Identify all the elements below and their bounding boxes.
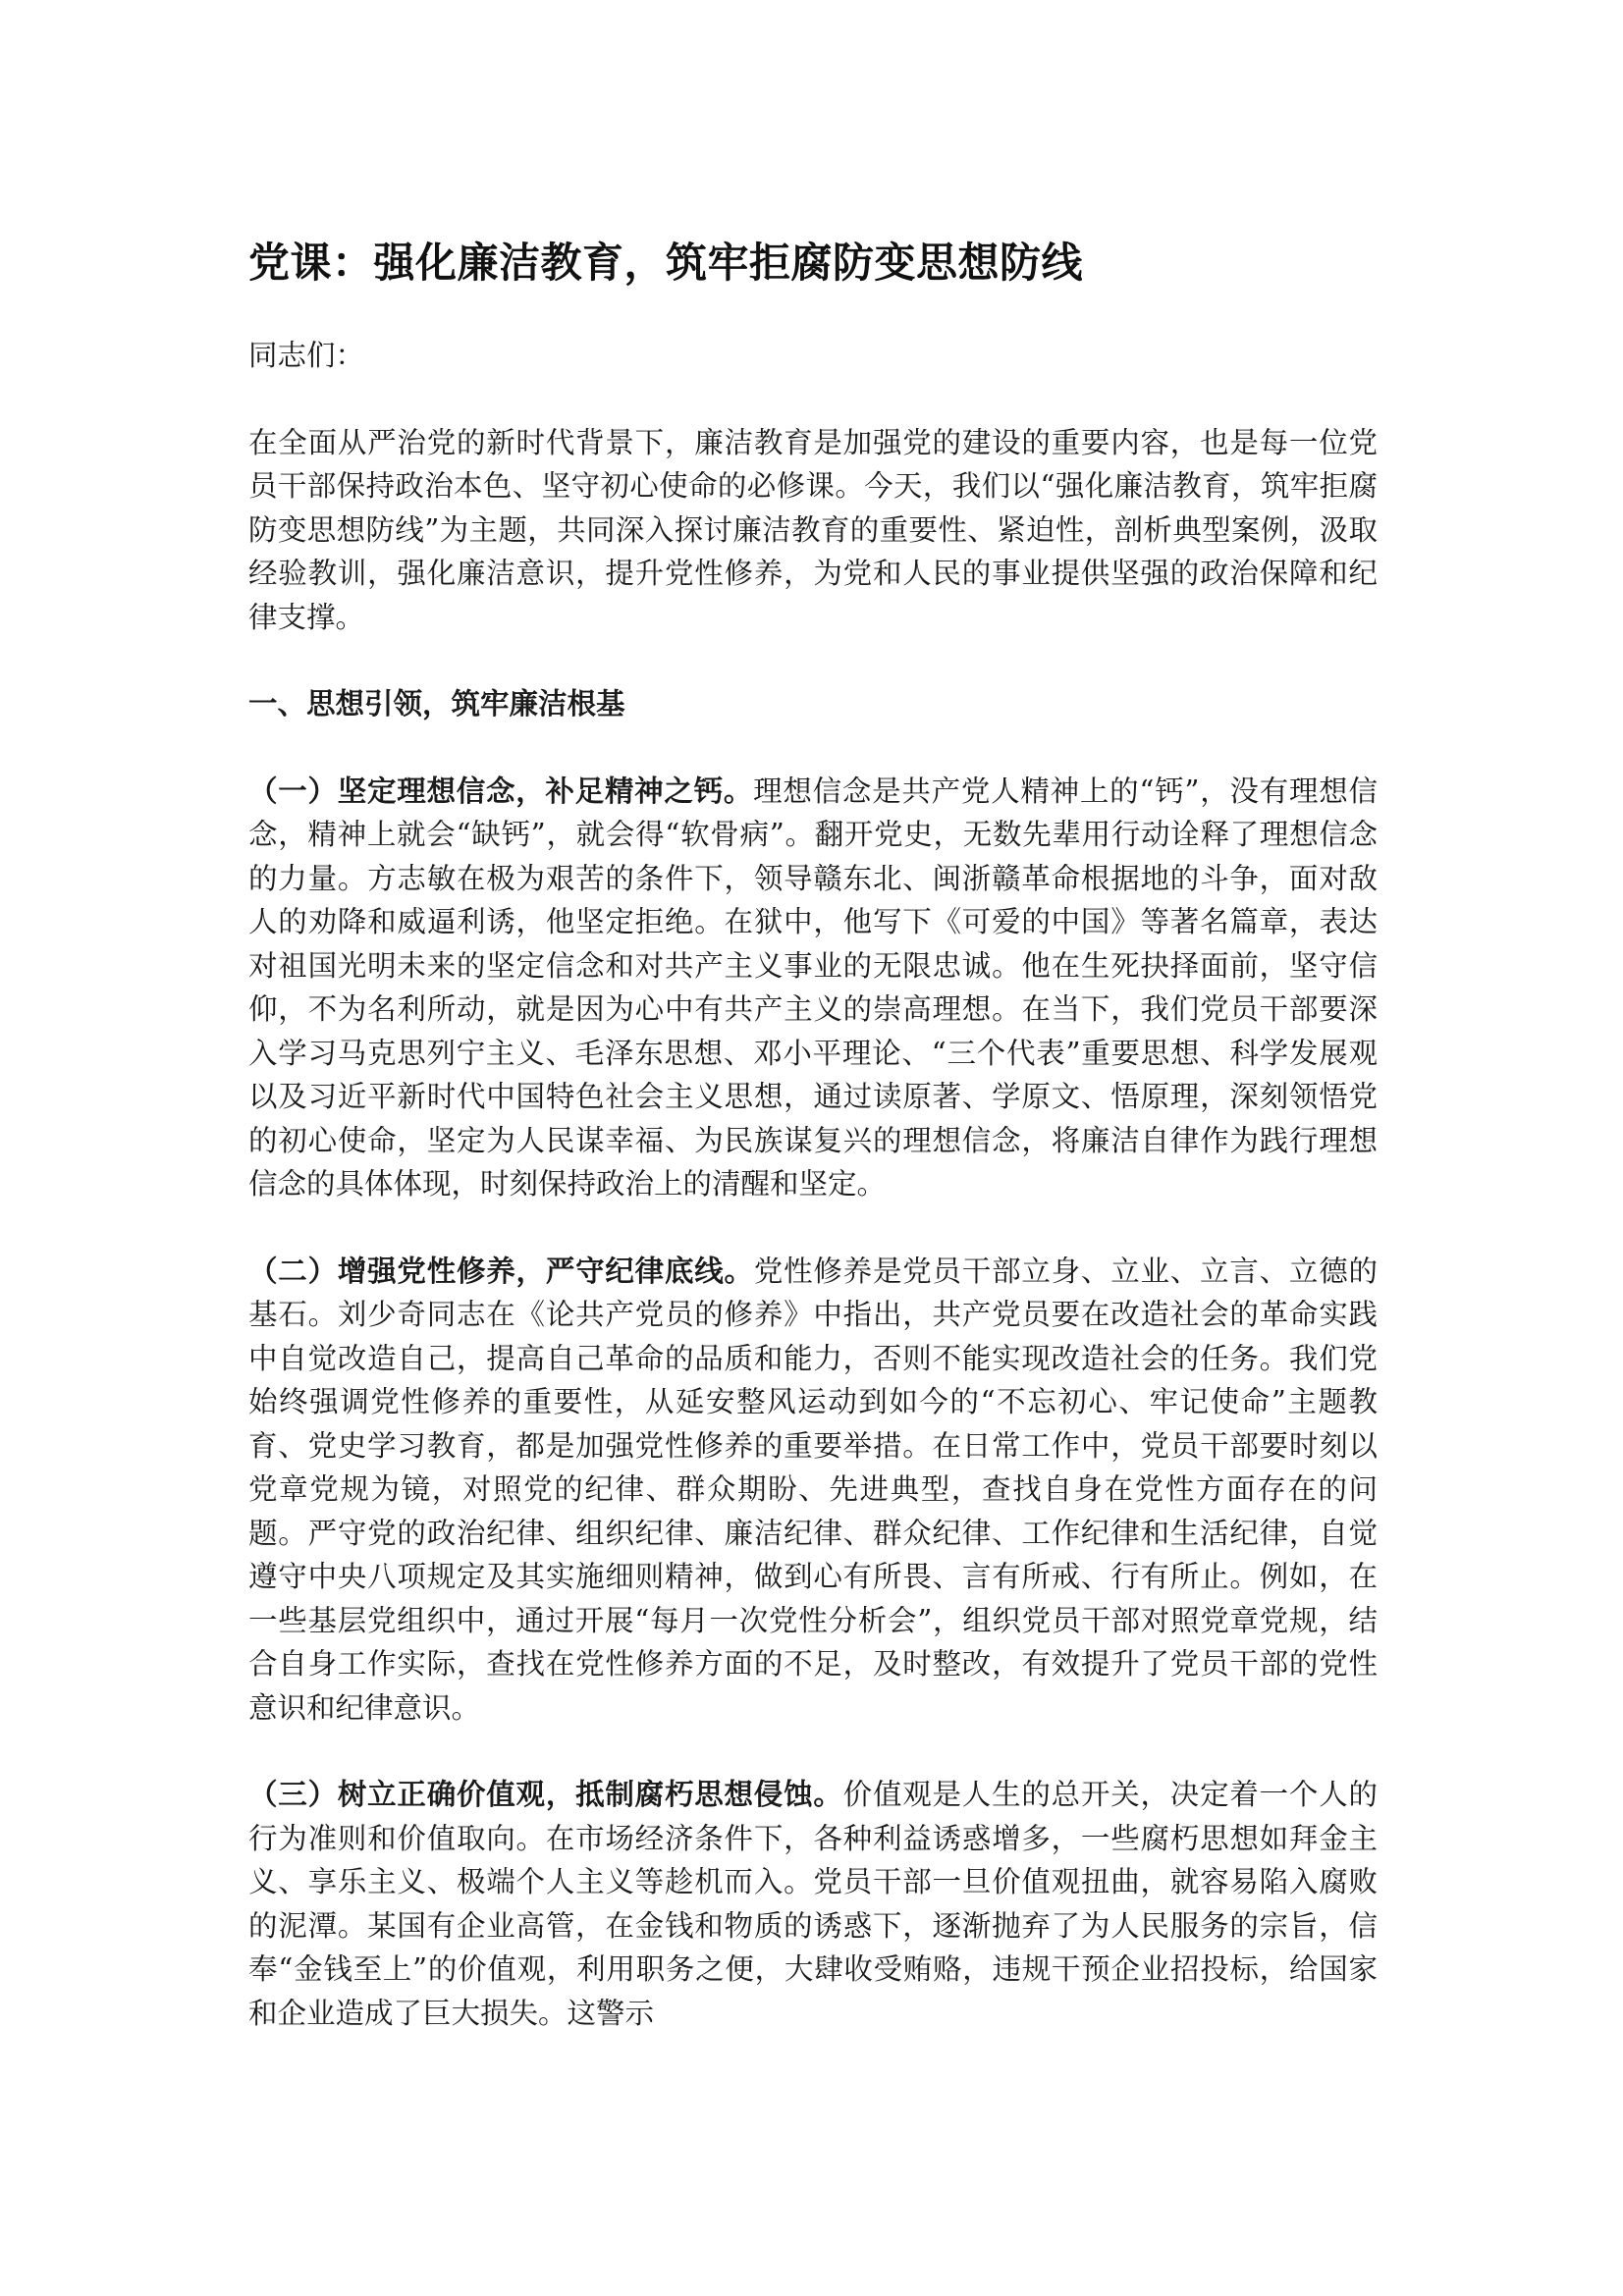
document-title: 党课：强化廉洁教育，筑牢拒腐防变思想防线 bbox=[248, 239, 1084, 287]
item-paragraph-1 bbox=[248, 770, 1378, 1206]
section-heading: 一、思想引领，筑牢廉洁根基 bbox=[248, 687, 625, 721]
greeting: 同志们： bbox=[248, 339, 365, 372]
document-page bbox=[248, 236, 1378, 2078]
item-lead: （一）坚定理想信念，补足精神之钙。 bbox=[248, 774, 754, 808]
item-paragraph-2 bbox=[248, 1250, 1378, 1731]
item-body: 理想信念是共产党人精神上的“钙”，没有理想信念，精神上就会“缺钙”，就会得“软骨病”。翻开党史，无数先辈用行动诠释了理想信念的力量。方志敏在极为艰苦的条件下，领导赣东北、闽浙赣革命根据地的斗争，面对敌人的劝降和威逼利诱，他坚定拒绝。在狱中，他写下《可爱的中国》等著名篇章，表达对祖国光明未来的坚定信念和对共产主义事业的无限忠诚。他在生死抉择面前，坚守信仰，不为名利所动，就是因为心中有共产主义的崇高理想。在当下，我们党员干部要深入学习马克思列宁主义、毛泽东思想、邓小平理论、“三个代表”重要思想、科学发展观以及习近平新时代中国特色社会主义思想，通过读原著、学原文、悟原理，深刻领悟党的初心使命，坚定为人民谋幸福、为民族谋复兴的理想信念，将廉洁自律作为践行理想信念的具体体现，时刻保持政治上的清醒和坚定。 bbox=[248, 774, 1378, 1201]
item-paragraph-3 bbox=[248, 1773, 1378, 2035]
item-lead: （三）树立正确价值观，抵制腐朽思想侵蚀。 bbox=[248, 1778, 843, 1811]
item-body: 党性修养是党员干部立身、立业、立言、立德的基石。刘少奇同志在《论共产党员的修养》中指出，共产党员要在改造社会的革命实践中自觉改造自己，提高自己革命的品质和能力，否则不能实现改造社会的任务。我们党始终强调党性修养的重要性，从延安整风运动到如今的“不忘初心、牢记使命”主题教育、党史学习教育，都是加强党性修养的重要举措。在日常工作中，党员干部要时刻以党章党规为镜，对照党的纪律、群众期盼、先进典型，查找自身在党性方面存在的问题。严守党的政治纪律、组织纪律、廉洁纪律、群众纪律、工作纪律和生活纪律，自觉遵守中央八项规定及其实施细则精神，做到心有所畏、言有所戒、行有所止。例如，在一些基层党组织中，通过开展“每月一次党性分析会”，组织党员干部对照党章党规，结合自身工作实际，查找在党性修养方面的不足，及时整改，有效提升了党员干部的党性意识和纪律意识。 bbox=[248, 1254, 1378, 1725]
item-body: 价值观是人生的总开关，决定着一个人的行为准则和价值取向。在市场经济条件下，各种利益诱惑增多，一些腐朽思想如拜金主义、享乐主义、极端个人主义等趁机而入。党员干部一旦价值观扭曲，就容易陷入腐败的泥潭。某国有企业高管，在金钱和物质的诱惑下，逐渐抛弃了为人民服务的宗旨，信奉“金钱至上”的价值观，利用职务之便，大肆收受贿赂，违规干预企业招投标，给国家和企业造成了巨大损失。这警示 bbox=[248, 1778, 1378, 2030]
intro-paragraph: 在全面从严治党的新时代背景下，廉洁教育是加强党的建设的重要内容，也是每一位党员干部保持政治本色、坚守初心使命的必修课。今天，我们以“强化廉洁教育，筑牢拒腐防变思想防线”为主题，共同深入探讨廉洁教育的重要性、紧迫性，剖析典型案例，汲取经验教训，强化廉洁意识，提升党性修养，为党和人民的事业提供坚强的政治保障和纪律支撑。 bbox=[248, 425, 1378, 634]
item-lead: （二）增强党性修养，严守纪律底线。 bbox=[248, 1254, 754, 1288]
